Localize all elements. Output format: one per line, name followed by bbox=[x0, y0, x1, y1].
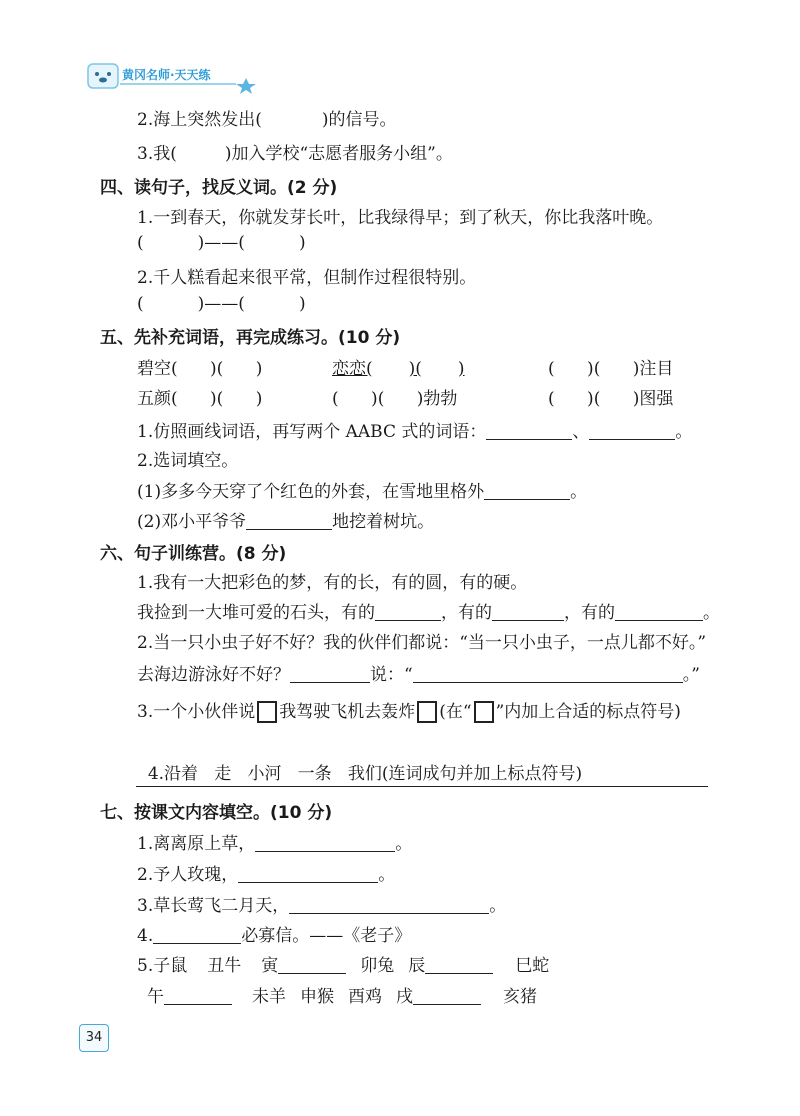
sec6-q2: 2.当一只小虫子好不好？我的伙伴们都说：“当一只小虫子，一点儿都不好。” bbox=[137, 633, 707, 653]
sec5-q2-1-blank[interactable] bbox=[484, 481, 570, 500]
sec5-q1: 1.仿照画线词语，再写两个 AABC 式的词语： 、 。 bbox=[137, 422, 693, 442]
sec4-q1-answer-pair[interactable]: ( )——( ) bbox=[137, 233, 306, 253]
sec5-q2-2-blank[interactable] bbox=[246, 511, 332, 530]
sec6-q1-blank-2[interactable] bbox=[492, 602, 564, 621]
sec4-heading: 四、读句子，找反义词。(2 分) bbox=[100, 178, 338, 198]
sec5-q1-blank-2[interactable] bbox=[589, 421, 675, 440]
sec6-q4: 4.沿着 走 小河 一条 我们(连词成句并加上标点符号) bbox=[147, 764, 583, 784]
sec5-q1-blank-1[interactable] bbox=[486, 421, 572, 440]
sec6-q2-line: 去海边游泳好不好？ 说：“ 。” bbox=[137, 665, 700, 685]
sec7-q2: 2.予人玫瑰， 。 bbox=[137, 865, 396, 885]
sec7-q5-row2: 午 未羊 申猴 酉鸡 戌 亥猪 bbox=[147, 987, 537, 1007]
punct-box-1[interactable] bbox=[257, 701, 277, 723]
sec6-q1: 1.我有一大把彩色的梦，有的长，有的圆，有的硬。 bbox=[137, 573, 528, 593]
sec7-q3: 3.草长莺飞二月天， 。 bbox=[137, 896, 507, 916]
bear-logo-icon bbox=[88, 64, 118, 88]
sec5-word-4[interactable]: 五颜( )( ) bbox=[137, 389, 263, 409]
sec5-q2-1: (1)多多今天穿了个红色的外套，在雪地里格外 。 bbox=[137, 482, 588, 502]
zodiac-blank-tiger[interactable] bbox=[278, 955, 346, 974]
sec6-q1-blank-3[interactable] bbox=[615, 602, 703, 621]
sec7-q1: 1.离离原上草， 。 bbox=[137, 834, 413, 854]
sec4-q2-answer-pair[interactable]: ( )——( ) bbox=[137, 294, 306, 314]
sec7-q2-blank[interactable] bbox=[238, 864, 378, 883]
sec7-q4-blank[interactable] bbox=[153, 925, 241, 944]
zodiac-blank-horse[interactable] bbox=[164, 986, 232, 1005]
sec3-q3: 3.我( )加入学校“志愿者服务小组”。 bbox=[137, 144, 453, 164]
sec6-q2-blank-2[interactable] bbox=[413, 664, 683, 683]
sec6-q1-blank-1[interactable] bbox=[375, 602, 441, 621]
sec5-word-1[interactable]: 碧空( )( ) bbox=[137, 359, 263, 379]
sec7-q3-blank[interactable] bbox=[289, 895, 489, 914]
sec5-q2: 2.选词填空。 bbox=[137, 451, 239, 471]
sec7-q1-blank[interactable] bbox=[255, 833, 395, 852]
header-logo-text: 黄冈名师·天天练 bbox=[122, 68, 211, 82]
sec5-word-6[interactable]: ( )( )图强 bbox=[548, 389, 674, 409]
sec7-heading: 七、按课文内容填空。(10 分) bbox=[100, 803, 333, 823]
zodiac-blank-dog[interactable] bbox=[413, 986, 481, 1005]
sec7-q5-row1: 5.子鼠 丑牛 寅 卯兔 辰 巳蛇 bbox=[137, 956, 550, 976]
zodiac-blank-dragon[interactable] bbox=[425, 955, 493, 974]
sec6-heading: 六、句子训练营。(8 分) bbox=[100, 544, 287, 564]
sec7-q4: 4. 必寡信。——《老子》 bbox=[137, 926, 412, 946]
sec6-q1-line: 我捡到一大堆可爱的石头，有的 ，有的 ，有的 。 bbox=[137, 603, 720, 623]
sec4-q1: 1.一到春天，你就发芽长叶，比我绿得早；到了秋天，你比我落叶晚。 bbox=[137, 208, 664, 228]
sec5-word-3[interactable]: ( )( )注目 bbox=[548, 359, 674, 379]
punct-box-example bbox=[474, 701, 494, 723]
star-icon bbox=[236, 78, 256, 94]
sec5-word-5[interactable]: ( )( )勃勃 bbox=[332, 389, 458, 409]
sec4-q2: 2.千人糕看起来很平常，但制作过程很特别。 bbox=[137, 268, 477, 288]
sec6-q3: 3.一个小伙伴说 我驾驶飞机去轰炸 (在“ ”内加上合适的标点符号) bbox=[137, 702, 681, 722]
sec5-word-underlined[interactable]: 恋恋( )( ) bbox=[332, 359, 465, 379]
sec6-q2-blank-1[interactable] bbox=[290, 664, 370, 683]
page-number: 34 bbox=[79, 1024, 109, 1052]
punct-box-2[interactable] bbox=[417, 701, 437, 723]
sec3-q2: 2.海上突然发出( )的信号。 bbox=[137, 110, 397, 130]
sec6-q4-answer-line[interactable] bbox=[136, 786, 708, 787]
sec5-q2-2: (2)邓小平爷爷 地挖着树坑。 bbox=[137, 512, 435, 532]
sec5-heading: 五、先补充词语，再完成练习。(10 分) bbox=[100, 328, 401, 348]
